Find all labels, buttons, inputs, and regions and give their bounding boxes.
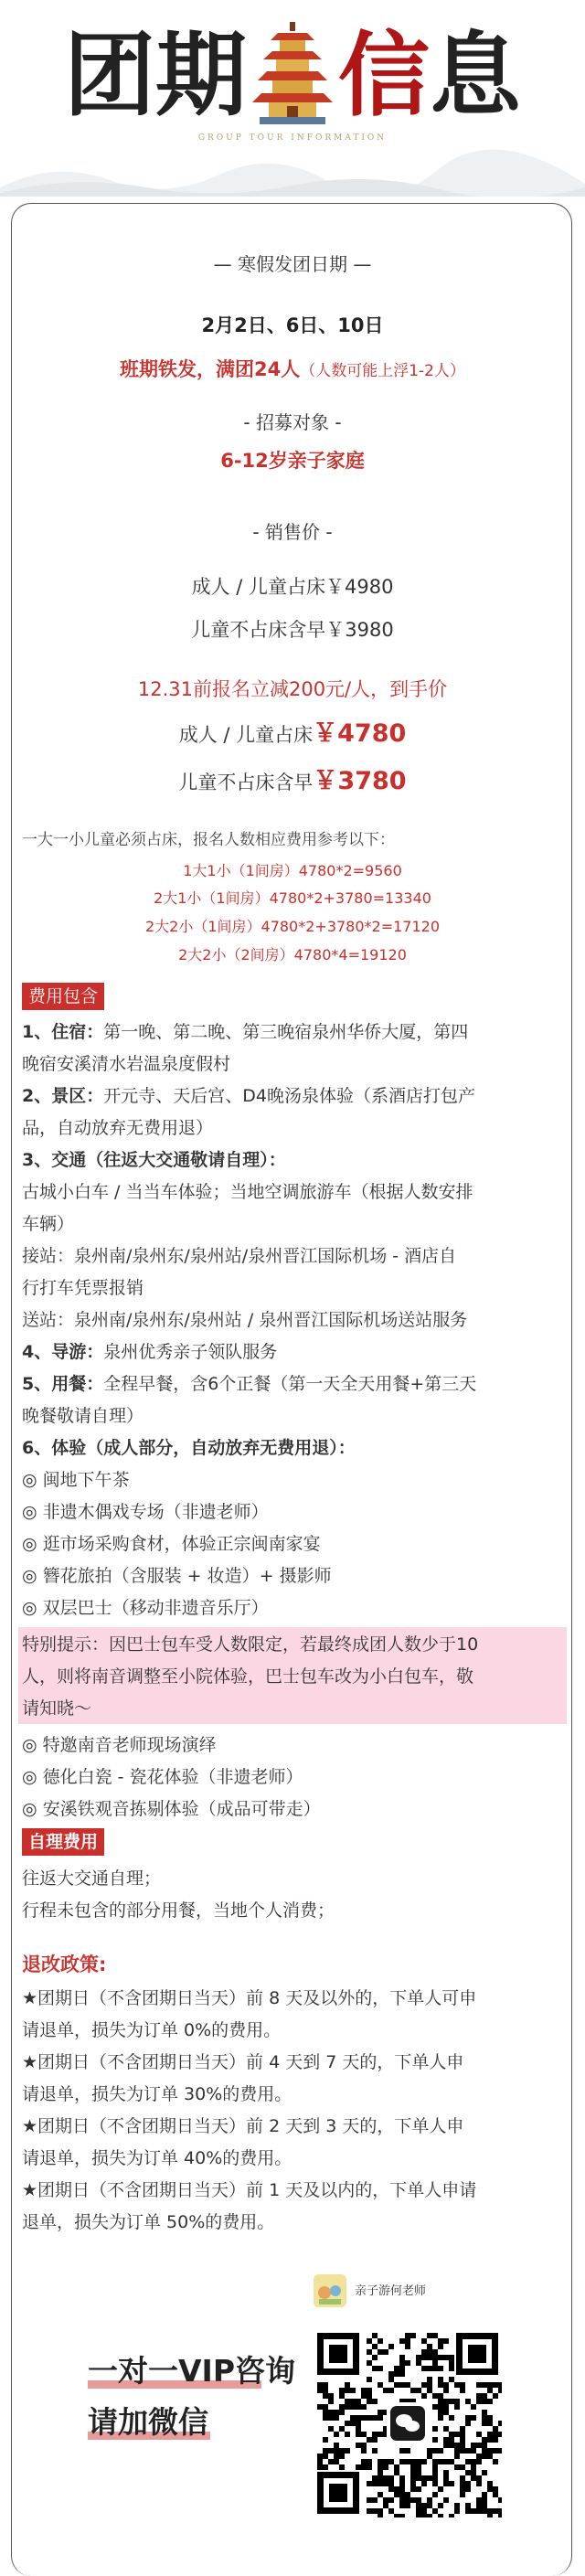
price-line-2: 儿童不占床含早￥3980	[191, 619, 394, 641]
special-notice-line: 人，则将南音调整至小院体验，巴士包车改为小白包车，敬	[22, 1666, 474, 1687]
fee-reference-intro: 一大一小儿童必须占床，报名人数相应费用参考以下：	[22, 831, 395, 849]
class-note	[0, 355, 585, 382]
add-wechat-text: 请加微信	[88, 2404, 208, 2440]
included-line: ◎ 双层巴士（移动非遗音乐厅）	[22, 1598, 269, 1618]
refund-line: ★团期日（不含团期日当天）前 1 天及以内的，下单人申请	[22, 2180, 477, 2200]
special-notice-line: 请知晓～	[22, 1698, 92, 1719]
refund-line: 请退单，损失为订单 40%的费用。	[22, 2148, 292, 2168]
refund-line: ★团期日（不含团期日当天）前 2 天到 3 天的，下单人申	[22, 2116, 464, 2136]
refund-line: 请退单，损失为订单 30%的费用。	[22, 2084, 292, 2104]
self-paid-tag: 自理费用	[22, 1828, 104, 1856]
title-char-2: 期	[155, 21, 247, 129]
included-line: 晚餐敬请自理）	[22, 1406, 144, 1426]
included-line: 6、体验（成人部分，自动放弃无费用退）：	[22, 1438, 356, 1458]
promo-price-2-value: ￥3780	[313, 767, 407, 795]
included-line: 2、景区：开元寺、天后宫、D4晚汤泉体验（系酒店打包产	[22, 1086, 475, 1106]
wechat-name: 亲子游何老师	[355, 2284, 427, 2298]
included-line: ◎ 逛市场采购食材，体验正宗闽南家宴	[22, 1534, 321, 1554]
class-note-small: （人数可能上浮1-2人）	[300, 362, 465, 380]
departure-dates: 2月2日、6日、10日	[201, 314, 384, 336]
header-subtitle: GROUP TOUR INFORMATION	[197, 133, 388, 143]
included-line: 1、住宿：第一晚、第二晚、第三晚宿泉州华侨大厦，第四	[22, 1022, 469, 1042]
promo-price-2	[0, 761, 585, 796]
promo-price-2-label: 儿童不占床含早	[178, 772, 314, 793]
departure-title: — 寒假发团日期 —	[213, 253, 372, 275]
included-line: ◎ 非遗木偶戏专场（非遗老师）	[22, 1502, 269, 1522]
promo-price-1	[0, 713, 585, 749]
recruit-target: 6-12岁亲子家庭	[220, 450, 365, 472]
refund-line: ★团期日（不含团期日当天）前 4 天到 7 天的，下单人申	[22, 2052, 464, 2072]
included-tag: 费用包含	[22, 983, 104, 1010]
fee-reference-line: 2大2小（2间房）4780*4=19120	[178, 946, 407, 963]
included-line: 5、用餐：全程早餐，含6个正餐（第一天全天用餐+第三天	[22, 1374, 477, 1394]
wechat-avatar	[314, 2274, 346, 2307]
header-title	[0, 20, 585, 130]
refund-title: 退改政策:	[22, 1953, 107, 1975]
price-line-1: 成人 / 儿童占床￥4980	[191, 576, 394, 598]
included-line: ◎ 特邀南音老师现场演绎	[22, 1735, 217, 1755]
included-line: 送站：泉州南/泉州东/泉州站 / 泉州晋江国际机场送站服务	[22, 1310, 468, 1330]
refund-line: 请退单，损失为订单 0%的费用。	[22, 2020, 282, 2040]
included-line: ◎ 德化白瓷 - 瓷花体验（非遗老师）	[22, 1767, 303, 1787]
included-line: 车辆）	[22, 1214, 75, 1234]
wechat-qr-code[interactable]	[314, 2329, 502, 2517]
included-line: ◎ 闽地下午茶	[22, 1470, 130, 1490]
self-paid-line: 往返大交通自理；	[22, 1868, 162, 1889]
included-line: 3、交通（往返大交通敬请自理）：	[22, 1150, 286, 1170]
included-line: ◎ 安溪铁观音拣剔体验（成品可带走）	[22, 1799, 321, 1819]
included-line: 行打车凭票报销	[22, 1278, 144, 1298]
pagoda-icon	[250, 20, 335, 130]
self-paid-line: 行程未包含的部分用餐，当地个人消费；	[22, 1900, 335, 1921]
promo-price-1-label: 成人 / 儿童占床	[178, 724, 314, 746]
class-note-main: 班期铁发，满团24人	[119, 358, 301, 380]
title-char-4: 息	[430, 21, 521, 129]
included-line: 接站：泉州南/泉州东/泉州站/泉州晋江国际机场 - 酒店自	[22, 1246, 457, 1266]
included-line: 品，自动放弃无费用退）	[22, 1118, 214, 1138]
promo-price-1-value: ￥4780	[313, 719, 407, 748]
refund-line: 退单，损失为订单 50%的费用。	[22, 2212, 275, 2232]
special-notice-line: 特别提示：因巴士包车受人数限定，若最终成团人数少于10	[22, 1634, 479, 1655]
included-line: 4、导游：泉州优秀亲子领队服务	[22, 1342, 278, 1362]
fee-reference-line: 2大2小（1间房）4780*2+3780*2=17120	[144, 918, 441, 935]
price-title: - 销售价 -	[252, 521, 333, 543]
title-char-3: 信	[338, 21, 430, 129]
included-line: ◎ 簪花旅拍（含服装 + 妆造）+ 摄影师	[22, 1566, 332, 1586]
promo-note: 12.31前报名立减200元/人，到手价	[137, 678, 448, 700]
title-char-1: 团	[64, 21, 155, 129]
header	[0, 0, 585, 187]
included-line: 晚宿安溪清水岩温泉度假村	[22, 1054, 231, 1074]
recruit-title: - 招募对象 -	[243, 411, 342, 433]
fee-reference-line: 2大1小（1间房）4780*2+3780=13340	[154, 889, 431, 907]
scenery-decoration	[0, 142, 585, 197]
included-line: 古城小白车 / 当当车体验；当地空调旅游车（根据人数安排	[22, 1182, 473, 1202]
fee-reference-line: 1大1小（1间房）4780*2=9560	[183, 862, 402, 879]
vip-consult-text: 一对一VIP咨询	[88, 2353, 296, 2389]
refund-line: ★团期日（不含团期日当天）前 8 天及以外的，下单人可申	[22, 1988, 477, 2008]
